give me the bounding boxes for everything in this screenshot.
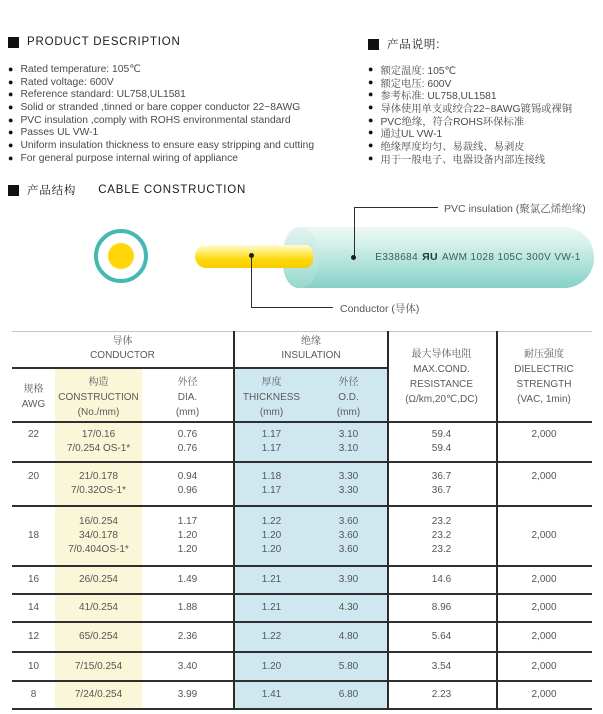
cell-dia: [142, 507, 233, 565]
cell-value: 0.96: [177, 485, 198, 496]
cell-value: 41/0.254: [79, 602, 118, 613]
section-title-text: PRODUCT DESCRIPTION: [27, 36, 181, 48]
bullet-text: 绝缘厚度均匀、易裁线、易剥皮: [380, 141, 525, 153]
cell-resistance: [387, 595, 496, 621]
cell-dielectric: [496, 682, 592, 708]
cell-value: 18: [27, 530, 40, 541]
cell-value: 10: [27, 660, 40, 672]
cell-value: 2,000: [531, 602, 557, 613]
cell-awg: [12, 682, 55, 708]
cell-value: 8: [30, 689, 37, 700]
cell-construction: [55, 653, 142, 680]
cell-awg: [12, 595, 55, 621]
table-body: [12, 423, 592, 710]
insulation-group-header: 绝缘 INSULATION: [281, 336, 341, 361]
cell-value: 1.88: [177, 602, 198, 613]
cell-value: 59.4: [431, 429, 452, 440]
cable-print-spec: AWM 1028 105C 300V VW-1: [442, 252, 581, 263]
bullet-text: 通过UL VW-1: [380, 129, 443, 141]
cell-value: 2,000: [531, 429, 557, 440]
spec-table: [12, 331, 592, 710]
cell-value: 23.2: [431, 516, 452, 527]
conductor-callout-line: [251, 307, 333, 308]
cell-value: 23.2: [431, 530, 452, 541]
conductor-label: Conductor (导体): [340, 303, 420, 315]
cell-thickness: [233, 507, 310, 565]
cell-od: [310, 653, 387, 680]
bullet-icon: ●: [8, 76, 14, 87]
cell-dia: [142, 463, 233, 505]
cell-value: 2.23: [431, 689, 452, 700]
cell-value: 1.49: [177, 574, 198, 585]
bullet-text: 用于一般电子、电器设备内部连接线: [380, 154, 546, 166]
bullet-item: [8, 139, 360, 152]
bullet-icon: ●: [368, 127, 374, 138]
cell-value: 7/0.254 OS-1*: [66, 443, 131, 454]
insulation-callout-dot: [351, 255, 356, 260]
cell-thickness: [233, 653, 310, 680]
cell-dielectric: [496, 623, 592, 651]
col-header-od: 外径 O.D. (mm): [336, 377, 361, 418]
bullet-text: 额定电压: 600V: [380, 78, 452, 90]
bullet-icon: ●: [368, 139, 374, 150]
cell-value: 3.10: [338, 443, 359, 454]
cell-value: 1.41: [261, 689, 282, 700]
cell-resistance: [387, 682, 496, 708]
cell-value: 1.20: [261, 530, 282, 541]
bullet-icon: ●: [8, 63, 14, 74]
cell-value: 22: [27, 429, 40, 440]
bullet-icon: ●: [368, 63, 374, 74]
cell-thickness: [233, 423, 310, 461]
bullet-item: [8, 114, 360, 127]
product-description-cn-title: [368, 36, 440, 52]
table-row: [12, 423, 592, 463]
section-title-en: CABLE CONSTRUCTION: [98, 184, 247, 196]
cell-value: 16/0.254: [79, 516, 118, 527]
bullet-text: Reference standard: UL758,UL1581: [20, 89, 186, 101]
cable-construction-title: [8, 182, 246, 198]
cell-construction: [55, 623, 142, 651]
conductor-rod-icon: [195, 245, 313, 268]
insulation-callout-line: [354, 207, 438, 208]
cell-value: 2,000: [531, 689, 557, 700]
cell-value: 2.36: [177, 631, 198, 642]
conductor-callout-line: [251, 257, 252, 307]
cell-awg: [12, 623, 55, 651]
cell-value: 7/24/0.254: [74, 689, 123, 700]
bullet-item: [8, 76, 360, 89]
ul-recognized-icon: ЯU: [422, 251, 439, 263]
bullet-text: Rated voltage: 600V: [20, 76, 114, 88]
cell-dielectric: [496, 653, 592, 680]
product-description-title: [8, 36, 181, 48]
bullet-text: Uniform insulation thickness to ensure easy stripping and cutting: [20, 139, 315, 151]
cell-value: 3.60: [338, 544, 359, 555]
cell-value: 5.80: [338, 660, 359, 672]
col-header-awg: 规格 AWG: [21, 384, 46, 410]
bullet-text: PVC insulation ,comply with ROHS environmental standard: [20, 114, 291, 126]
cell-value: 1.21: [261, 574, 282, 585]
cell-value: 4.80: [338, 631, 359, 642]
cell-od: [310, 507, 387, 565]
cell-resistance: [387, 567, 496, 593]
bullet-text: 额定温度: 105℃: [380, 65, 457, 77]
cell-dia: [142, 623, 233, 651]
cell-value: 0.76: [177, 429, 198, 440]
bullet-icon: ●: [8, 89, 14, 100]
cell-value: 4.30: [338, 602, 359, 613]
cell-value: 3.54: [431, 660, 452, 672]
cell-value: 1.21: [261, 602, 282, 613]
table-vertical-divider: [387, 331, 389, 710]
cell-od: [310, 623, 387, 651]
table-vertical-divider: [233, 331, 235, 710]
table-row: [12, 595, 592, 623]
cell-value: 23.2: [431, 544, 452, 555]
col-header-dielectric: 耐压强度 DIELECTRIC STRENGTH (VAC, 1min): [514, 349, 574, 405]
product-description-cn-list: [368, 63, 598, 165]
bullet-text: Solid or stranded ,tinned or bare copper conductor 22~8AWG: [20, 101, 301, 113]
cell-resistance: [387, 653, 496, 680]
bullet-item: [8, 63, 360, 76]
cell-dielectric: [496, 567, 592, 593]
cell-resistance: [387, 507, 496, 565]
cell-od: [310, 567, 387, 593]
cell-od: [310, 423, 387, 461]
cell-value: 12: [27, 631, 40, 642]
cell-value: 65/0.254: [79, 631, 118, 642]
table-row: [12, 623, 592, 653]
cell-value: 1.17: [261, 443, 282, 454]
cell-value: 1.17: [261, 429, 282, 440]
cell-resistance: [387, 423, 496, 461]
table-row: [12, 567, 592, 595]
cell-thickness: [233, 623, 310, 651]
table-top-border: [12, 331, 592, 332]
cell-value: 1.20: [177, 544, 198, 555]
cell-construction: [55, 507, 142, 565]
cell-value: 7/15/0.254: [74, 660, 123, 672]
section-marker-icon: [8, 185, 19, 196]
cell-dia: [142, 682, 233, 708]
cell-value: 26/0.254: [79, 574, 118, 585]
cell-value: 7/0.32OS-1*: [70, 485, 127, 496]
bullet-icon: ●: [8, 139, 14, 150]
cell-value: 2,000: [531, 660, 557, 672]
cell-construction: [55, 463, 142, 505]
header-bottom-border: [12, 421, 592, 423]
cell-value: 36.7: [431, 471, 452, 482]
bullet-text: 导体使用单支或绞合22~8AWG镀锡或裸铜: [380, 103, 572, 115]
cell-value: 0.76: [177, 443, 198, 454]
bullet-icon: ●: [8, 114, 14, 125]
cell-od: [310, 463, 387, 505]
cell-value: 1.20: [177, 530, 198, 541]
bullet-text: 参考标准: UL758,UL1581: [380, 91, 497, 103]
cell-value: 3.10: [338, 429, 359, 440]
conductor-core-icon: [108, 243, 134, 269]
cell-awg: [12, 423, 55, 461]
insulation-label: PVC insulation (聚氯乙烯绝缘): [444, 203, 586, 215]
bullet-item: [8, 126, 360, 139]
conductor-group-header: 导体 CONDUCTOR: [90, 336, 155, 361]
bullet-text: For general purpose internal wiring of appliance: [20, 152, 238, 164]
cell-construction: [55, 595, 142, 621]
cell-value: 20: [27, 471, 40, 482]
bullet-icon: ●: [8, 152, 14, 163]
section-title-text: 产品说明:: [387, 39, 441, 51]
cell-value: 2,000: [531, 574, 557, 585]
cell-construction: [55, 682, 142, 708]
bullet-icon: ●: [368, 152, 374, 163]
bullet-item: [8, 152, 360, 165]
cell-value: 1.17: [261, 485, 282, 496]
cell-value: 16: [27, 574, 40, 585]
bullet-icon: ●: [8, 127, 14, 138]
cell-resistance: [387, 463, 496, 505]
bullet-item: [8, 88, 360, 101]
cell-value: 3.30: [338, 485, 359, 496]
cell-dia: [142, 653, 233, 680]
bullet-icon: ●: [8, 101, 14, 112]
section-marker-icon: [368, 39, 379, 50]
bullet-text: Rated temperature: 105℃: [20, 64, 141, 76]
cell-value: 0.94: [177, 471, 198, 482]
cell-dielectric: [496, 595, 592, 621]
bullet-icon: ●: [368, 76, 374, 87]
cell-value: 8.96: [431, 602, 452, 613]
bullet-text: Passes UL VW-1: [20, 127, 99, 139]
bullet-item: [8, 101, 360, 114]
cell-value: 3.90: [338, 574, 359, 585]
section-title-cn: 产品结构: [27, 185, 77, 197]
cell-value: 1.20: [261, 660, 282, 672]
cell-value: 14: [27, 602, 40, 613]
col-header-thickness: 厚度 THICKNESS (mm): [242, 377, 301, 418]
cell-thickness: [233, 682, 310, 708]
bullet-icon: ●: [368, 114, 374, 125]
cell-value: 36.7: [431, 485, 452, 496]
table-row: [12, 653, 592, 682]
product-description-list: [8, 63, 360, 165]
cell-value: 1.17: [177, 516, 198, 527]
cell-value: 34/0.178: [79, 530, 118, 541]
cell-value: 1.22: [261, 631, 282, 642]
cell-value: 1.18: [261, 471, 282, 482]
cable-print-cert: E338684: [375, 252, 419, 263]
bullet-item: [368, 152, 598, 165]
cell-value: 17/0.16: [81, 429, 116, 440]
table-vertical-divider: [496, 331, 498, 710]
cable-print-text: [370, 251, 586, 263]
bullet-icon: ●: [368, 101, 374, 112]
cell-dielectric: [496, 423, 592, 461]
col-header-construction: 构造 CONSTRUCTION (No./mm): [58, 377, 139, 418]
cell-value: 6.80: [338, 689, 359, 700]
cell-value: 3.99: [177, 689, 198, 700]
col-header-resistance: 最大导体电阻 MAX.COND. RESISTANCE (Ω/km,20℃,DC): [405, 349, 478, 405]
insulation-callout-line: [354, 207, 355, 258]
cell-thickness: [233, 595, 310, 621]
cell-thickness: [233, 567, 310, 593]
section-marker-icon: [8, 37, 19, 48]
cell-awg: [12, 567, 55, 593]
group-header-underline: [12, 367, 388, 369]
bullet-icon: ●: [368, 89, 374, 100]
cell-awg: [12, 653, 55, 680]
cell-value: 14.6: [431, 574, 452, 585]
cell-thickness: [233, 463, 310, 505]
bullet-text: PVC绝缘，符合ROHS环保标准: [380, 116, 525, 128]
cell-value: 2,000: [531, 631, 557, 642]
cell-dia: [142, 595, 233, 621]
cell-value: 1.20: [261, 544, 282, 555]
cell-value: 7/0.404OS-1*: [68, 544, 129, 555]
cell-awg: [12, 463, 55, 505]
cell-awg: [12, 507, 55, 565]
cell-construction: [55, 423, 142, 461]
col-header-dia: 外径 DIA. (mm): [175, 377, 200, 418]
cell-value: 59.4: [431, 443, 452, 454]
cell-construction: [55, 567, 142, 593]
cell-value: 21/0.178: [79, 471, 118, 482]
cell-value: 1.22: [261, 516, 282, 527]
cell-resistance: [387, 623, 496, 651]
cell-value: 2,000: [531, 530, 557, 541]
cell-value: 5.64: [431, 631, 452, 642]
cell-od: [310, 595, 387, 621]
cell-value: 2,000: [531, 471, 557, 482]
cell-dielectric: [496, 507, 592, 565]
cell-dielectric: [496, 463, 592, 505]
cell-value: 3.30: [338, 471, 359, 482]
cell-dia: [142, 567, 233, 593]
cell-dia: [142, 423, 233, 461]
table-row: [12, 682, 592, 710]
cell-value: 3.40: [177, 660, 198, 672]
cell-value: 3.60: [338, 516, 359, 527]
table-row: [12, 463, 592, 507]
cell-value: 3.60: [338, 530, 359, 541]
cell-od: [310, 682, 387, 708]
table-row: [12, 507, 592, 567]
